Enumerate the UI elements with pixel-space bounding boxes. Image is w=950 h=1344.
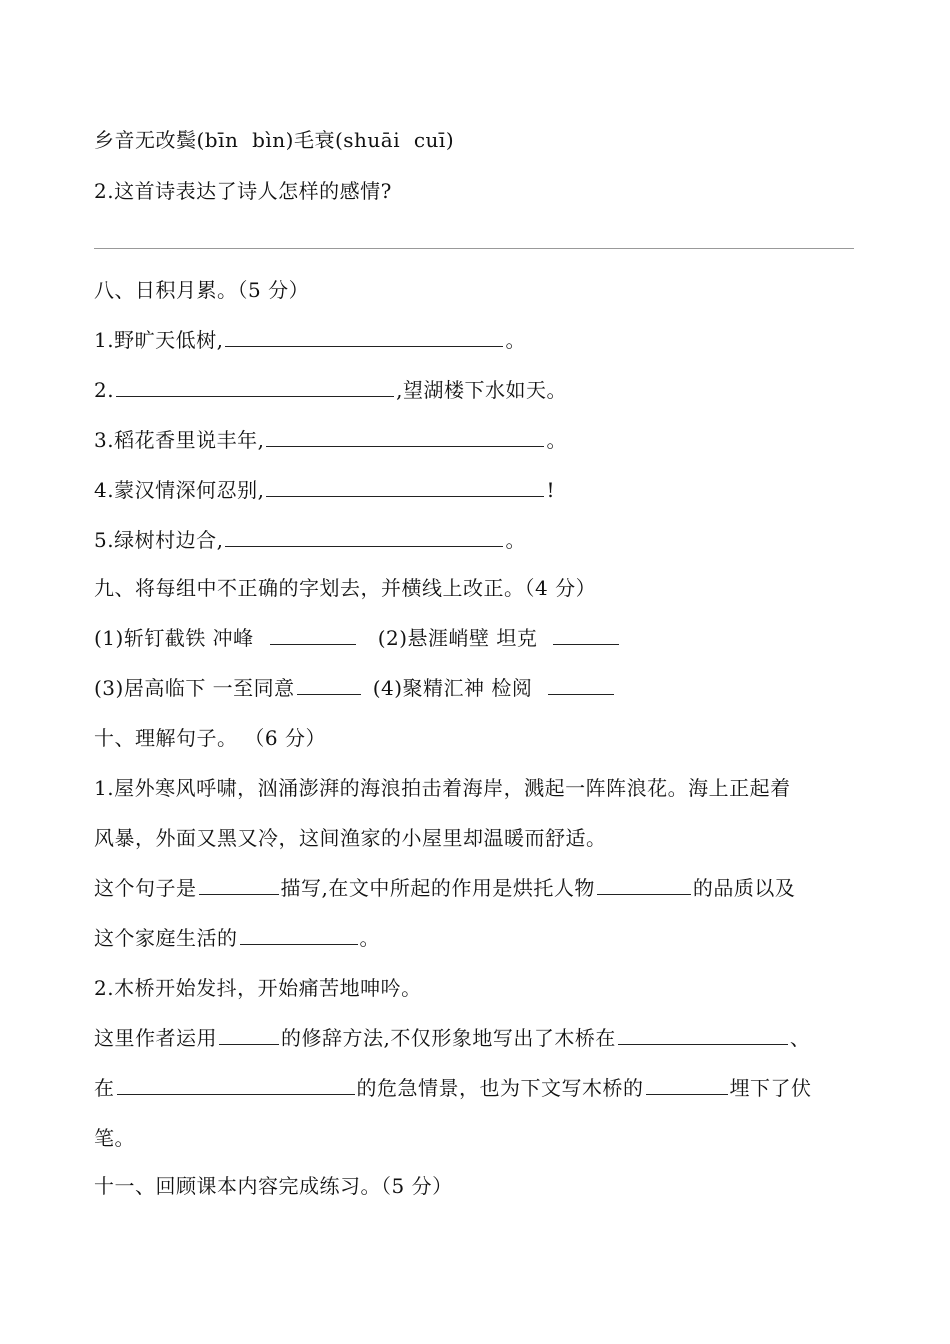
q8-item-5-text: 5.绿树村边合, (94, 528, 224, 552)
q8-item-4 (94, 476, 555, 504)
answer-line[interactable] (94, 248, 854, 249)
q8-item-1-blank[interactable] (225, 326, 503, 347)
q9-item-1-blank[interactable] (270, 624, 356, 645)
q8-item-4-blank[interactable] (266, 476, 544, 497)
q10-a1-text-5: 。 (359, 926, 380, 950)
q8-item-1 (94, 326, 526, 354)
q8-item-3-text: 3.稻花香里说丰年, (94, 428, 265, 452)
q10-a2-blank-4[interactable] (646, 1074, 728, 1095)
q8-item-3-end: 。 (546, 428, 567, 452)
q10-a2-text-4: 在 (94, 1076, 115, 1100)
q8-item-5 (94, 526, 526, 554)
q10-p1-line-2: 风暴，外面又黑又冷，这间渔家的小屋里却温暖而舒适。 (94, 826, 607, 850)
q10-a1-text-3: 的品质以及 (692, 876, 796, 900)
q10-a2-blank-1[interactable] (219, 1024, 279, 1045)
q10-a2-text-1: 这里作者运用 (94, 1026, 217, 1050)
q9-row-1 (94, 624, 621, 652)
q9-item-1-label: (1)斩钉截铁 冲峰 (94, 626, 254, 650)
q10-a2-text-2: 的修辞方法,不仅形象地写出了木桥在 (281, 1026, 616, 1050)
q10-a1-text-4: 这个家庭生活的 (94, 926, 238, 950)
q9-item-3-blank[interactable] (297, 674, 361, 695)
q8-item-1-text: 1.野旷天低树, (94, 328, 224, 352)
q9-item-2-label: (2)悬涯峭壁 坦克 (377, 626, 538, 650)
q8-item-2-text: 2. (94, 378, 115, 402)
q10-a2-blank-3[interactable] (117, 1074, 355, 1095)
q9-item-4-label: (4)聚精汇神 检阅 (372, 676, 533, 700)
q10-a1-text-2: 描写,在文中所起的作用是烘托人物 (280, 876, 595, 900)
q9-row-2 (94, 674, 616, 702)
pinyin-choice-text: 乡音无改鬓(bīn bìn)毛衰(shuāi cuī) (94, 128, 455, 152)
q10-a2-text-3: 、 (789, 1026, 811, 1050)
q10-p1-line-1: 1.屋外寒风呼啸，汹涌澎湃的海浪拍击着海岸，溅起一阵阵浪花。海上正起着 (94, 776, 791, 800)
q10-a2-blank-2[interactable] (618, 1024, 788, 1045)
q8-item-2 (94, 376, 567, 404)
q8-item-3 (94, 426, 567, 454)
section-10-heading: 十、理解句子。 （6 分） (94, 726, 326, 750)
q10-a2-line-2 (94, 1074, 812, 1102)
q8-item-5-end: 。 (505, 528, 526, 552)
q8-item-4-text: 4.蒙汉情深何忍别, (94, 478, 265, 502)
q10-a2-line-1 (94, 1024, 810, 1052)
q10-a2-text-5: 的危急情景，也为下文写木桥的 (356, 1076, 644, 1100)
q10-a1-blank-3[interactable] (240, 924, 358, 945)
q10-a1-line-2 (94, 924, 380, 952)
q10-a1-blank-1[interactable] (199, 874, 279, 895)
q9-item-3-label: (3)居高临下 一至同意 (94, 676, 295, 700)
q10-a2-text-6: 埋下了伏 (729, 1076, 812, 1100)
q8-item-1-end: 。 (505, 328, 526, 352)
q8-item-5-blank[interactable] (225, 526, 503, 547)
pinyin-choice-line (94, 126, 454, 154)
q10-a1-line-1 (94, 874, 795, 902)
section-9-heading: 九、将每组中不正确的字划去，并横线上改正。（4 分） (94, 576, 597, 600)
q9-item-2-blank[interactable] (553, 624, 619, 645)
section-8-heading: 八、日积月累。（5 分） (94, 278, 310, 302)
q8-item-4-end: ! (546, 478, 555, 502)
q7-item-2: 2.这首诗表达了诗人怎样的感情? (94, 179, 392, 203)
q8-item-2-blank[interactable] (116, 376, 394, 397)
q8-item-3-blank[interactable] (266, 426, 544, 447)
q10-p2: 2.木桥开始发抖，开始痛苦地呻吟。 (94, 976, 422, 1000)
q9-item-4-blank[interactable] (548, 674, 614, 695)
q8-item-2-end: ,望湖楼下水如天。 (396, 378, 567, 402)
q10-a2-line-3: 笔。 (94, 1126, 135, 1150)
q10-a1-blank-2[interactable] (597, 874, 691, 895)
section-11-heading: 十一、回顾课本内容完成练习。（5 分） (94, 1174, 453, 1198)
q10-a1-text-1: 这个句子是 (94, 876, 197, 900)
